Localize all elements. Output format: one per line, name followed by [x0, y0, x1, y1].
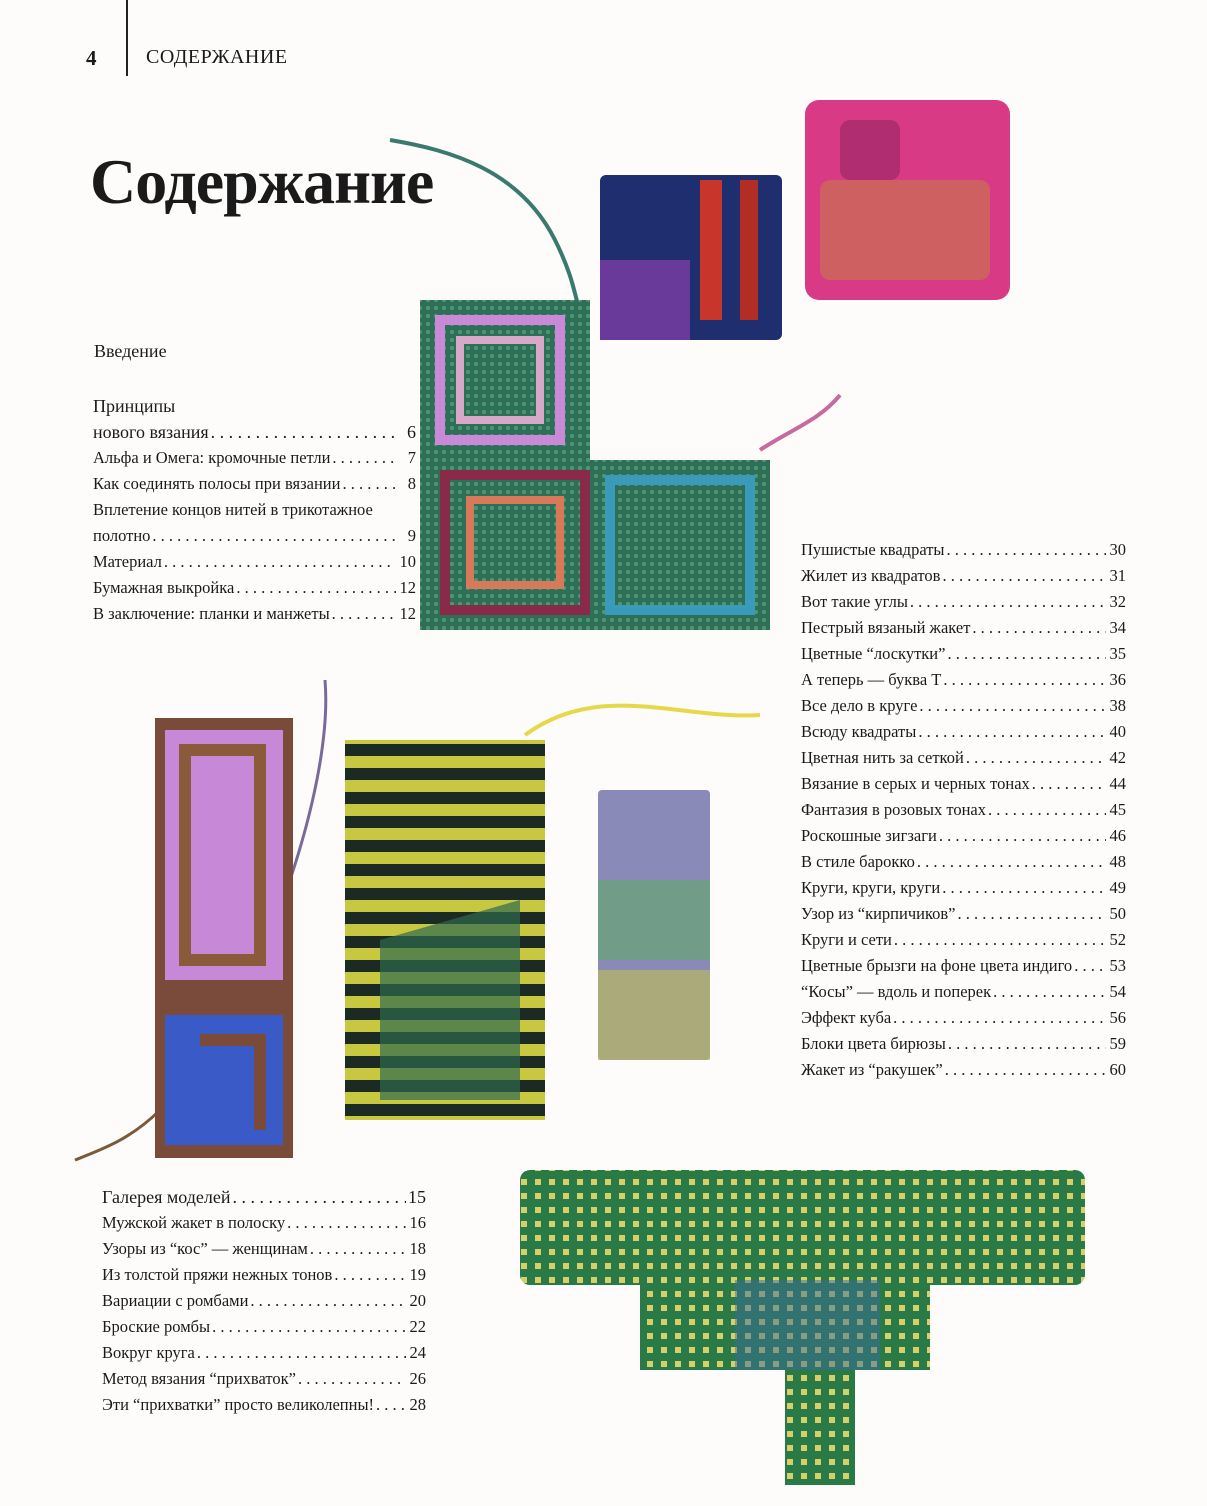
yarn-strand [760, 395, 840, 450]
toc-entry-page: 8 [407, 474, 416, 493]
swatch-dark-striped [600, 175, 782, 340]
toc-entry-page: 7 [407, 448, 416, 467]
toc-entry-label: Узор из “кирпичиков” [801, 904, 956, 923]
toc-entry-label: Вокруг круга [102, 1343, 195, 1362]
toc-entry-label: Вариации с ромбами [102, 1291, 249, 1310]
toc-entry-page: 42 [1109, 748, 1126, 767]
toc-entry-label: В стиле барокко [801, 852, 915, 871]
toc-entry-page: 46 [1109, 826, 1126, 845]
toc-entry-label: Всюду квадраты [801, 722, 917, 741]
swatch-purple-strip [155, 718, 293, 1158]
toc-entry-page: 49 [1109, 878, 1126, 897]
toc-entry-label: Цветные брызги на фоне цвета индиго [801, 956, 1073, 975]
toc-entry-page: 6 [407, 422, 416, 442]
toc-entry-label: Вот такие углы [801, 592, 908, 611]
toc-entry-page: 60 [1109, 1060, 1126, 1079]
toc-entry-label: Эти “прихватки” просто великолепны! [102, 1395, 375, 1414]
toc-entry-page: 52 [1109, 930, 1126, 949]
toc-entry-label: Круги и сети [801, 930, 892, 949]
toc-entry-page: 10 [399, 552, 416, 571]
toc-entry-page: 34 [1109, 618, 1126, 637]
toc-entry-page: 12 [399, 578, 416, 597]
toc-intro-link[interactable]: Введение [94, 341, 167, 361]
toc-entry-page: 22 [409, 1317, 426, 1336]
swatch-mitered-l [420, 300, 770, 630]
toc-entry-page: 32 [1109, 592, 1126, 611]
toc-entry-label: Жилет из квадратов [801, 566, 941, 585]
toc-entry-label: Мужской жакет в полоску [102, 1213, 286, 1232]
toc-entry-page: 54 [1109, 982, 1126, 1001]
toc-entry-page: 35 [1109, 644, 1126, 663]
toc-entry-label: Альфа и Омега: кромочные петли [93, 448, 331, 467]
toc-entry-label: Все дело в круге [801, 696, 918, 715]
yarn-strand [390, 140, 580, 310]
toc-entry-label: Вплетение концов нитей в трикотажное [93, 500, 373, 519]
toc-entry-page: 38 [1109, 696, 1126, 715]
toc-entry-page: 53 [1109, 956, 1126, 975]
toc-entry-page: 18 [409, 1239, 426, 1258]
toc-entry-label: Броские ромбы [102, 1317, 211, 1336]
toc-entry-page: 16 [409, 1213, 426, 1232]
toc-entry-page: 26 [409, 1369, 426, 1388]
toc-entry-page: 12 [399, 604, 416, 623]
swatch-t-shape [520, 1170, 1085, 1485]
toc-entry-label: Галерея моделей [102, 1187, 231, 1207]
page-title: Содержание [90, 146, 434, 217]
swatch-gradient-strip [598, 790, 710, 1060]
toc-entry-page: 24 [409, 1343, 426, 1362]
toc-entry-label: Роскошные зигзаги [801, 826, 937, 845]
toc-entry-label: Метод вязания “прихваток” [102, 1369, 296, 1388]
toc-entry-page: 28 [409, 1395, 426, 1414]
toc-entry-label: полотно [93, 526, 151, 545]
page-number: 4 [86, 46, 97, 70]
toc-entry-page: 36 [1109, 670, 1126, 689]
toc-entry-label: Блоки цвета бирюзы [801, 1034, 946, 1053]
toc-entry-page: 19 [409, 1265, 426, 1284]
toc-entry-label: Цветная нить за сеткой [801, 748, 964, 767]
toc-entry-label: Цветные “лоскутки” [801, 644, 946, 663]
toc-entry-label: Как соединять полосы при вязании [93, 474, 341, 493]
toc-entry-label: Пестрый вязаный жакет [801, 618, 971, 637]
toc-entry-label: Эффект куба [801, 1008, 892, 1027]
toc-entry-page: 59 [1109, 1034, 1126, 1053]
swatch-striped [345, 740, 545, 1120]
toc-entry-page: 9 [407, 526, 416, 545]
toc-entry-page: 48 [1109, 852, 1126, 871]
running-title: СОДЕРЖАНИЕ [146, 46, 288, 68]
toc-entry-label: Материал [93, 552, 162, 571]
toc-entry-label: Фантазия в розовых тонах [801, 800, 986, 819]
toc-entry-page: 15 [408, 1187, 426, 1207]
yarn-strand [525, 706, 760, 735]
toc-entry-page: 30 [1109, 540, 1126, 559]
toc-entry-page: 56 [1109, 1008, 1126, 1027]
toc-entry-page: 50 [1109, 904, 1126, 923]
swatch-pink-felt [805, 100, 1010, 300]
toc-section-heading: Принципы [93, 396, 176, 416]
toc-entry-page: 31 [1109, 566, 1126, 585]
toc-entry-label: нового вязания [93, 422, 209, 442]
toc-entry-label: А теперь — буква Т [801, 670, 942, 689]
toc-entry-label: Из толстой пряжи нежных тонов [102, 1265, 333, 1284]
toc-entry-page: 40 [1109, 722, 1126, 741]
toc-entry-label: В заключение: планки и манжеты [93, 604, 330, 623]
toc-entry-page: 45 [1109, 800, 1126, 819]
toc-entry-page: 44 [1109, 774, 1126, 793]
toc-entry-label: Круги, круги, круги [801, 878, 941, 897]
yarn-strand [75, 1110, 160, 1160]
toc-entry-label: Жакет из “ракушек” [801, 1060, 943, 1079]
toc-entry-page: 20 [409, 1291, 426, 1310]
yarn-strand [290, 680, 326, 880]
toc-entry-label: “Косы” — вдоль и поперек [801, 982, 992, 1001]
toc-entry-label: Вязание в серых и черных тонах [801, 774, 1030, 793]
toc-entry-label: Узоры из “кос” — женщинам [102, 1239, 308, 1258]
toc-entry-label: Пушистые квадраты [801, 540, 945, 559]
toc-entry-label: Бумажная выкройка [93, 578, 235, 597]
